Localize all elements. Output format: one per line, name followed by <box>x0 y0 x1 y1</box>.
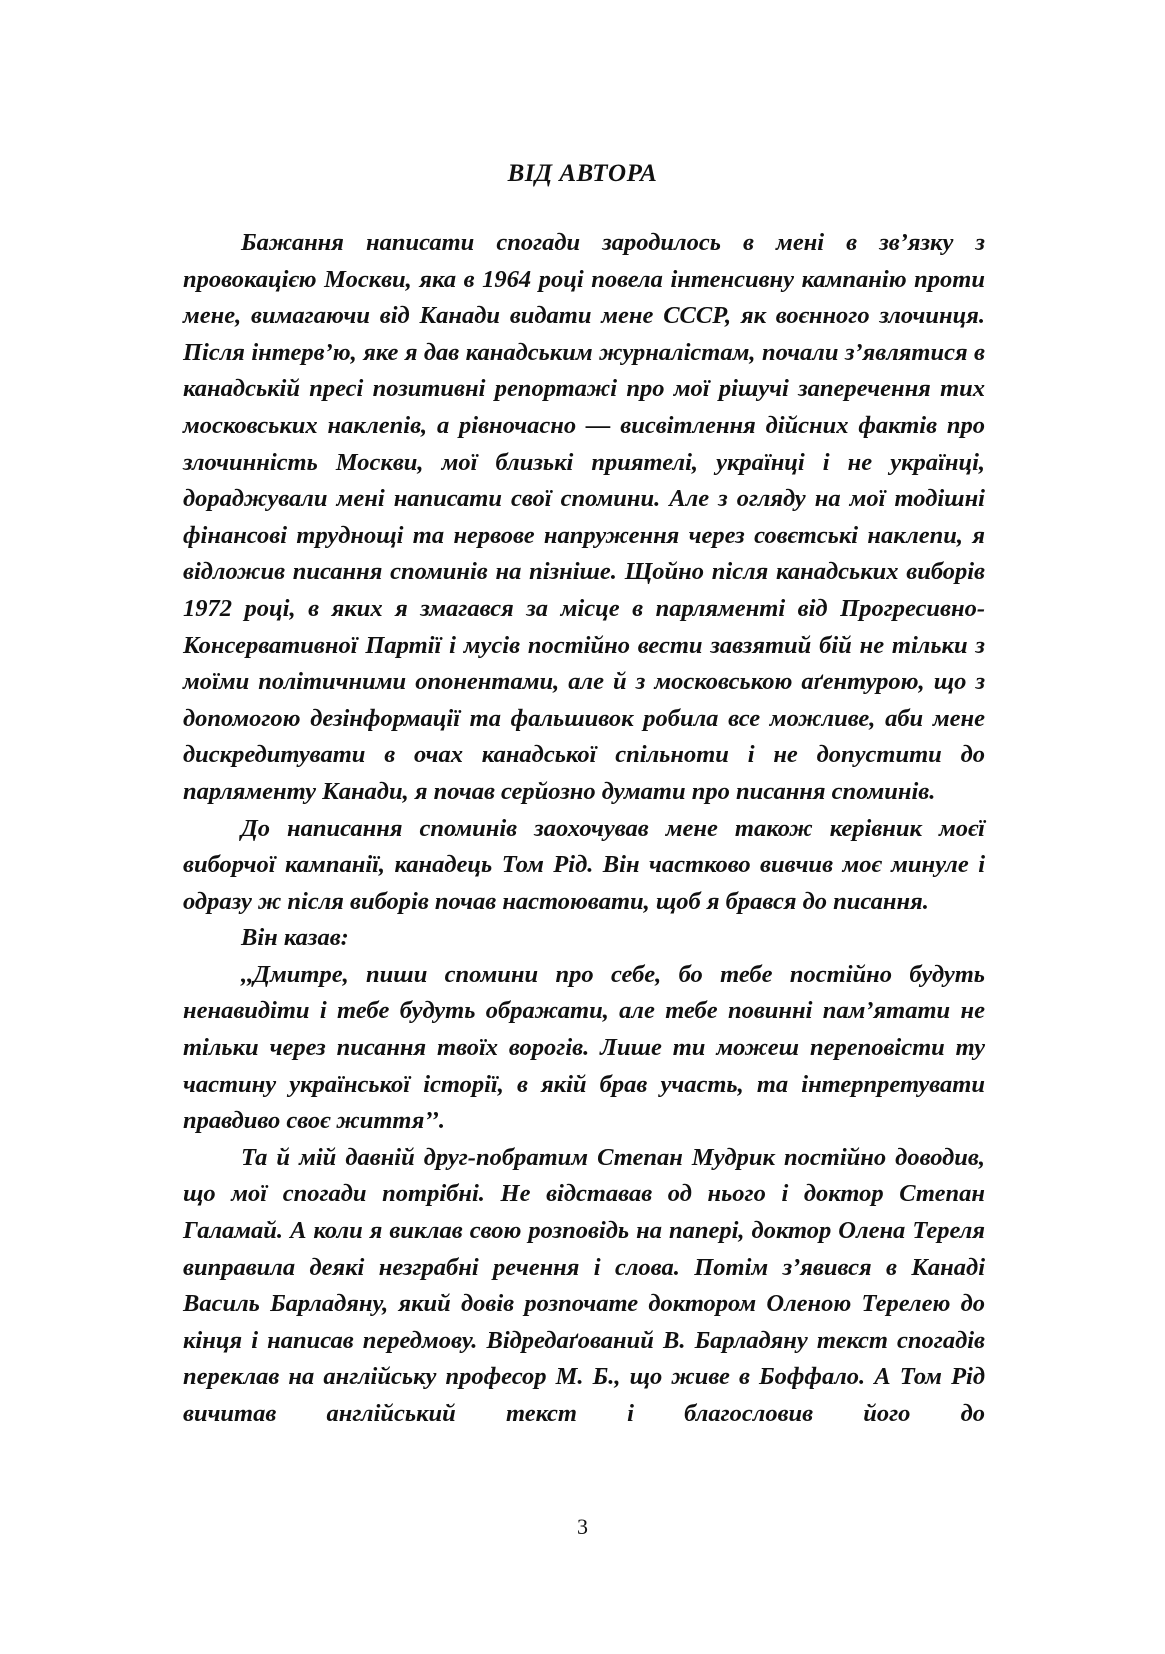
page-number: 3 <box>577 1514 588 1539</box>
paragraph-1: Бажання написати спогади зародилось в мені в зв’язку з провокацією Москви, яка в 1964 році повела інтенсивну кампанію проти мене, вимагаючи від Канади видати мене СССР, як воєнного злочинця. Після інтерв’ю, яке я дав канадським журналістам, почали з’являтися в канадській пресі позитивні репортажі про мої рішучі заперечення тих московських наклепів, а рівночасно — висвітлення дійсних фактів про злочинність Москви, мої близькі приятелі, українці і не українці, дораджували мені написати свої спомини. Але з огляду на мої тодішні фінансові труднощі та нервове напруження через совєтські наклепи, я відложив писання споминів на пізніше. Щойно після канадських виборів 1972 році, в яких я змагався за місце в парляменті від Прогресивно-Консервативної Партії і мусів постійно вести завзятий бій не тільки з моїми політичними опонентами, але й з московською аґентурою, що з допомогою дезінформації та фальшивок робила все можливе, аби мене дискредитувати в очах канадської спільноти і не допустити до парляменту Канади, я почав серйозно думати про писання споминів. <box>183 229 985 805</box>
body-text <box>183 225 985 1433</box>
page-title: ВІД АВТОРА <box>507 160 658 187</box>
paragraph-5: Та й мій давній друг-побратим Степан Мудрик постійно доводив, що мої спогади потрібні. Не відставав од нього і доктор Степан Галамай. А коли я виклав свою розповідь на папері, доктор Олена Тереля виправила деякі незграбні речення і слова. Потім з’явився в Канаді Василь Барладяну, який довів розпочате доктором Оленою Терелею до кінця і написав передмову. Відредаґований В. Барладяну текст спогадів переклав на англійську професор М. Б., що живе в Боффало. А Том Рід вичитав англійський текст і благословив його до <box>183 1143 985 1427</box>
paragraph-3: Він казав: <box>241 924 349 952</box>
paragraph-4: ,,Дмитре, пиши спомини про себе, бо тебе постійно будуть ненавидіти і тебе будуть ображати, але тебе повинні пам’ятати не тільки через писання твоїх ворогів. Лише ти можеш переповісти ту частину української історії, в якій брав участь, та інтерпретувати правдиво своє життя’’. <box>183 960 985 1135</box>
paragraph-2: До написання споминів заохочував мене також керівник моєї виборчої кампанії, канадець Том Рід. Він частково вивчив моє минуле і одразу ж після виборів почав настоювати, щоб я брався до писання. <box>183 814 985 915</box>
